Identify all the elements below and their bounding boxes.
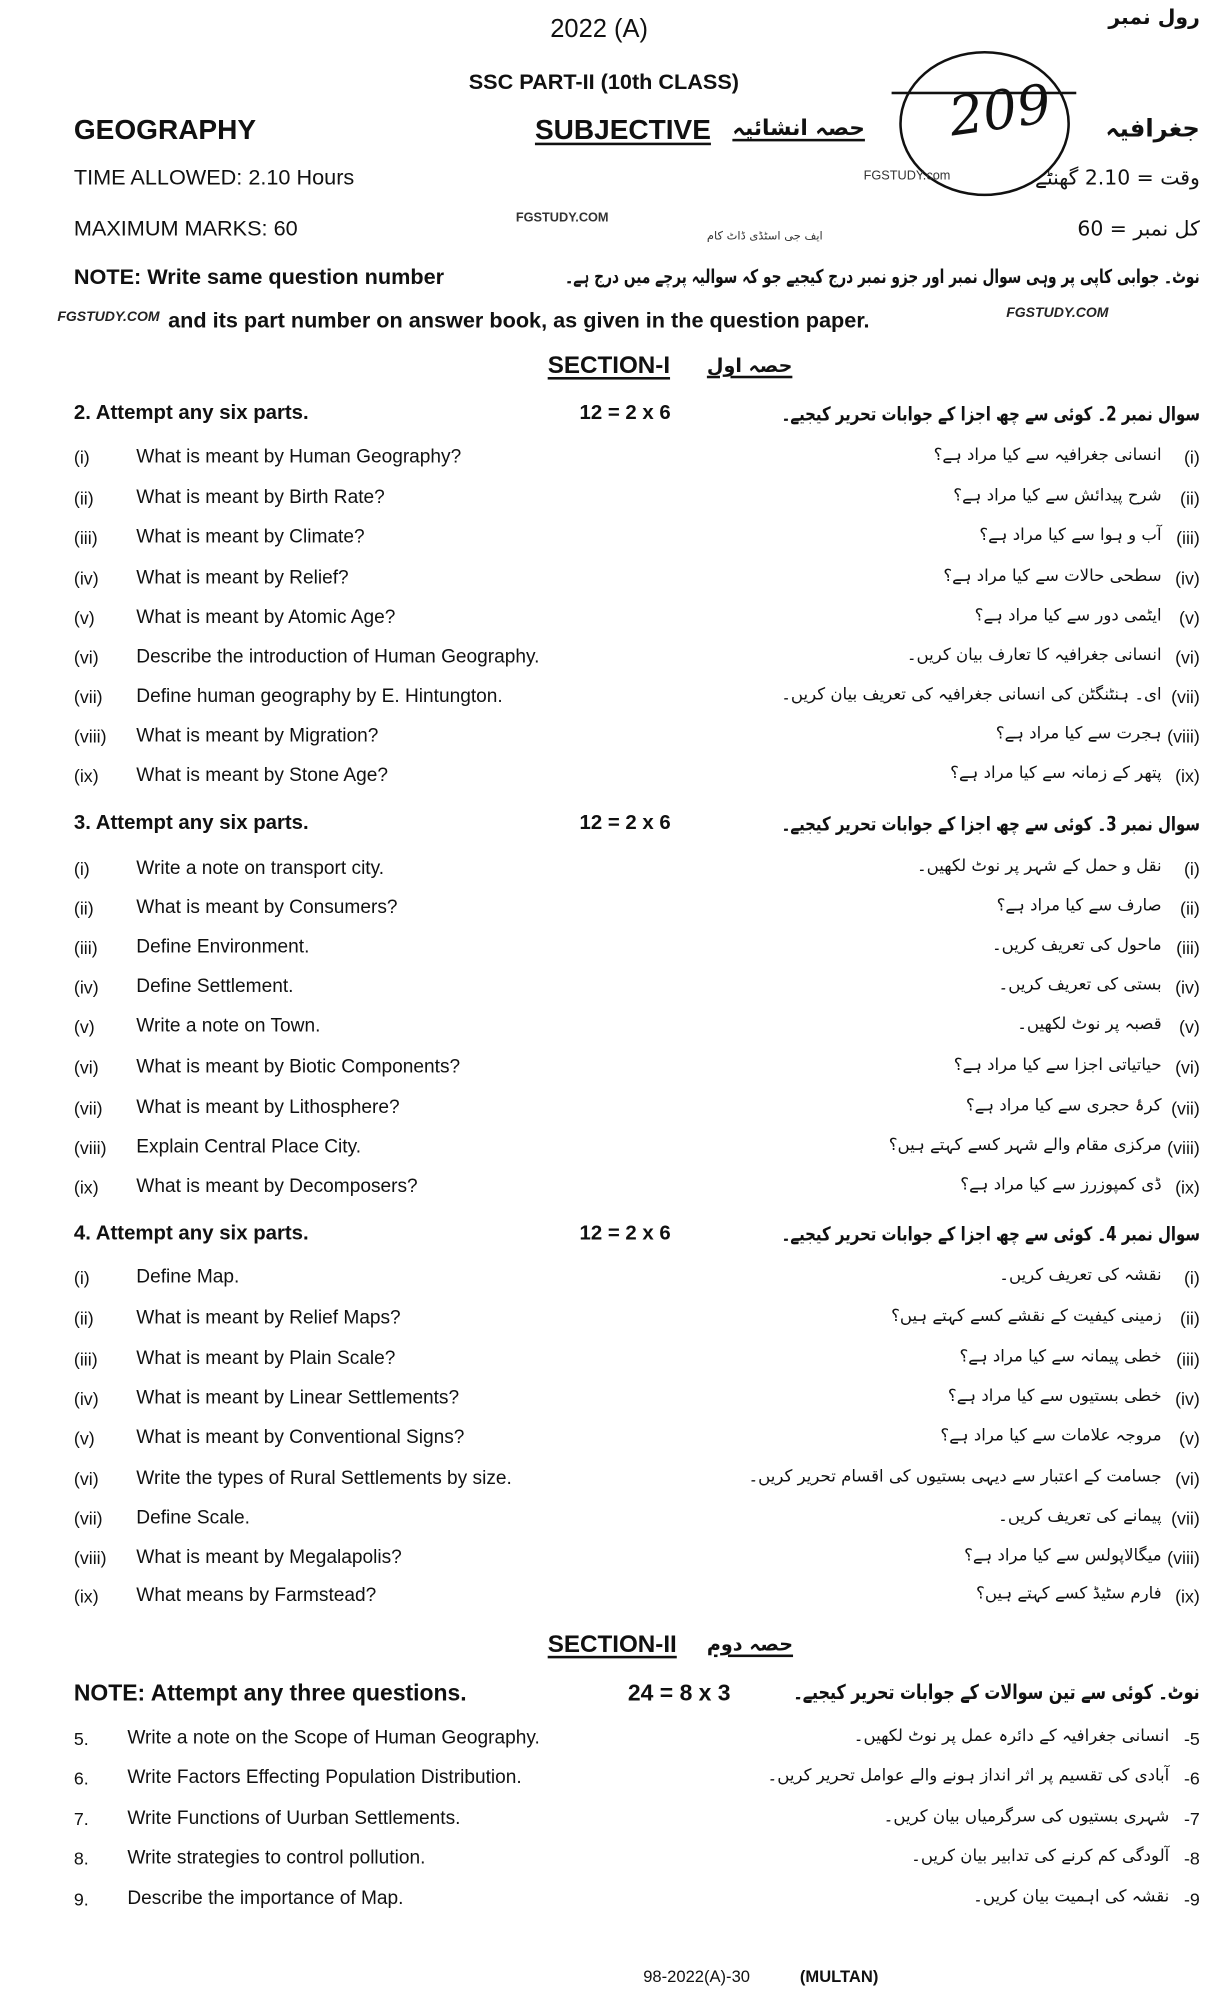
part-text-urdu: ہجرت سے کیا مراد ہے؟: [995, 724, 1162, 744]
part-number: (vii): [73, 1508, 103, 1529]
part-number: (iv): [73, 976, 99, 998]
section-1-title: SECTION-I: [547, 352, 671, 380]
section-2-title-urdu: حصہ دوم: [706, 1632, 794, 1656]
question-text: Describe the importance of Map.: [127, 1887, 404, 1910]
part-number-urdu: (v): [1179, 1427, 1200, 1449]
watermark: FGSTUDY.COM: [1006, 305, 1109, 321]
part-text: Write the types of Rural Settlements by size.: [136, 1467, 512, 1489]
part-text-urdu: صارف سے کیا مراد ہے؟: [996, 896, 1162, 916]
question-number: 9.: [73, 1888, 89, 1910]
part-number: (i): [73, 1267, 90, 1288]
part-text: Define human geography by E. Hintungton.: [136, 685, 503, 707]
part-text-urdu: قصبہ پر نوٹ لکھیں۔: [1017, 1015, 1162, 1035]
part-number: (viii): [73, 1547, 107, 1568]
note-line-1: NOTE: Write same question number: [73, 264, 445, 290]
part-text: What is meant by Lithosphere?: [136, 1096, 400, 1119]
part-number: (iii): [73, 527, 98, 548]
part-number-urdu: (iv): [1175, 976, 1200, 998]
section-1-title-urdu: حصہ اول: [706, 354, 793, 378]
part-number: (iii): [73, 1348, 98, 1370]
time-allowed: TIME ALLOWED: 2.10 Hours: [73, 165, 355, 190]
part-text-urdu: انسانی جغرافیہ کا تعارف بیان کریں۔: [906, 645, 1162, 665]
watermark: FGSTUDY.COM: [515, 211, 609, 226]
part-number-urdu: (ii): [1180, 1308, 1200, 1329]
part-number: (ii): [73, 487, 94, 509]
question-text-urdu: شہری بستیوں کی سرگرمیاں بیان کریں۔: [883, 1807, 1170, 1827]
question-text-urdu: آلودگی کم کرنے کی تدابیر بیان کریں۔: [911, 1846, 1170, 1866]
subject-title: GEOGRAPHY: [73, 113, 257, 146]
part-number-urdu: (iii): [1176, 1348, 1200, 1370]
part-number-urdu: (iv): [1175, 1388, 1200, 1409]
part-number-urdu: (viii): [1167, 726, 1200, 747]
part-text: Define Environment.: [136, 936, 310, 958]
part-text-urdu: انسانی جغرافیہ سے کیا مراد ہے؟: [933, 445, 1162, 465]
question-text: Write Factors Effecting Population Distribution.: [127, 1766, 522, 1789]
part-text-urdu: ڈی کمپوزرز سے کیا مراد ہے؟: [960, 1175, 1162, 1195]
part-text-urdu: شرح پیدائش سے کیا مراد ہے؟: [953, 486, 1162, 506]
part-text: Define Map.: [136, 1266, 240, 1288]
part-text: What is meant by Biotic Components?: [136, 1055, 461, 1078]
part-text: Explain Central Place City.: [136, 1136, 362, 1158]
part-number: (ii): [73, 1308, 94, 1329]
question-text: Write strategies to control pollution.: [127, 1846, 426, 1869]
part-text: Define Settlement.: [136, 975, 294, 998]
part-number: (viii): [73, 1137, 107, 1158]
part-number-urdu: (vi): [1175, 1057, 1200, 1078]
question-number: 6.: [73, 1767, 89, 1789]
part-number-urdu: (viii): [1167, 1547, 1200, 1568]
question-number: 8.: [73, 1848, 89, 1869]
part-text-urdu: ای۔ ہنٹنگٹن کی انسانی جغرافیہ کی تعریف بیان کریں۔: [781, 685, 1162, 705]
part-number: (ix): [73, 1176, 99, 1198]
paper-type-urdu: حصہ انشائیہ: [732, 115, 865, 142]
part-number-urdu: (iii): [1176, 527, 1200, 548]
part-number-urdu: (v): [1179, 1016, 1200, 1037]
part-number-urdu: (i): [1183, 1267, 1200, 1288]
part-number-urdu: (vi): [1175, 1468, 1200, 1489]
max-marks: MAXIMUM MARKS: 60: [73, 216, 298, 241]
subject-urdu: جغرافیہ: [1105, 114, 1200, 143]
footer-code: 98-2022(A)-30: [643, 1966, 750, 1986]
section-2-marks: 24 = 8 x 3: [627, 1680, 731, 1706]
question-marks: 12 = 2 x 6: [579, 402, 671, 425]
section-2-note: NOTE: Attempt any three questions.: [73, 1680, 467, 1706]
question-heading: 3. Attempt any six parts.: [73, 812, 309, 835]
part-number: (iv): [73, 1388, 99, 1409]
part-text-urdu: نقشہ کی تعریف کریں۔: [999, 1266, 1162, 1286]
marks-urdu: کل نمبر = 60: [1077, 216, 1200, 241]
part-number-urdu: (ii): [1180, 897, 1200, 919]
part-text-urdu: جسامت کے اعتبار سے دیہی بستیوں کی اقسام تحریر کریں۔: [748, 1467, 1162, 1487]
part-number: (vii): [73, 686, 103, 707]
roll-no-handwritten: 209: [945, 72, 1055, 149]
question-number-urdu: -8: [1183, 1848, 1200, 1869]
section-2-note-urdu: نوٹ۔ کوئی سے تین سوالات کے جوابات تحریر کیجیے۔: [793, 1680, 1200, 1705]
part-text: What is meant by Migration?: [136, 724, 379, 747]
part-number: (i): [73, 858, 90, 879]
question-text-urdu: آبادی کی تقسیم پر اثر انداز ہونے والے عوامل تحریر کریں۔: [767, 1766, 1170, 1786]
part-text: What is meant by Birth Rate?: [136, 486, 385, 509]
part-number: (ix): [73, 1585, 99, 1607]
part-number-urdu: (vii): [1171, 686, 1200, 707]
part-text: What is meant by Relief?: [136, 566, 349, 589]
part-number-urdu: (viii): [1167, 1137, 1200, 1158]
question-marks: 12 = 2 x 6: [579, 1222, 671, 1245]
part-text: Describe the introduction of Human Geography.: [136, 645, 540, 668]
part-number: (vi): [73, 647, 99, 668]
question-number-urdu: -5: [1183, 1728, 1200, 1749]
part-text: What is meant by Atomic Age?: [136, 606, 396, 628]
part-number-urdu: (ix): [1175, 1585, 1200, 1607]
part-number-urdu: (iv): [1175, 568, 1200, 589]
part-text: What is meant by Megalapolis?: [136, 1546, 402, 1568]
part-number-urdu: (i): [1183, 858, 1200, 879]
part-number-urdu: (i): [1183, 447, 1200, 468]
part-text-urdu: آب و ہوا سے کیا مراد ہے؟: [979, 526, 1162, 546]
part-text-urdu: خطی بستیوں سے کیا مراد ہے؟: [947, 1387, 1162, 1407]
part-text-urdu: پیمانے کی تعریف کریں۔: [998, 1506, 1162, 1526]
question-number-urdu: -9: [1183, 1888, 1200, 1910]
part-text-urdu: بستی کی تعریف کریں۔: [998, 975, 1162, 995]
part-text-urdu: فارم سٹیڈ کسے کہتے ہیں؟: [976, 1584, 1162, 1604]
question-text-urdu: انسانی جغرافیہ کے دائرہ عمل پر نوٹ لکھیں۔: [853, 1727, 1170, 1747]
part-text-urdu: خطی پیمانہ سے کیا مراد ہے؟: [959, 1347, 1162, 1367]
note-line-2: and its part number on answer book, as given in the question paper.: [168, 308, 870, 333]
part-number: (ii): [73, 897, 94, 919]
question-text: Write Functions of Uurban Settlements.: [127, 1807, 461, 1830]
part-number-urdu: (vi): [1175, 647, 1200, 668]
part-number: (ix): [73, 765, 99, 786]
part-text: What is meant by Climate?: [136, 526, 365, 548]
part-text: What is meant by Relief Maps?: [136, 1306, 401, 1329]
part-text: What is meant by Linear Settlements?: [136, 1387, 460, 1409]
part-text: What is meant by Stone Age?: [136, 764, 389, 786]
part-text-urdu: نقل و حمل کے شہر پر نوٹ لکھیں۔: [916, 857, 1162, 877]
part-text-urdu: کرۂ حجری سے کیا مراد ہے؟: [965, 1096, 1162, 1116]
part-number: (i): [73, 447, 90, 468]
part-text-urdu: ایٹمی دور سے کیا مراد ہے؟: [974, 606, 1162, 626]
time-urdu: وقت = 2.10 گھنٹے: [1035, 165, 1200, 190]
part-number: (v): [73, 1427, 95, 1449]
part-text-urdu: میگالاپولس سے کیا مراد ہے؟: [964, 1546, 1162, 1566]
part-number-urdu: (iii): [1176, 937, 1200, 958]
part-text: Define Scale.: [136, 1506, 250, 1529]
question-heading: 4. Attempt any six parts.: [73, 1222, 309, 1245]
note-urdu: نوٹ۔ جوابی کاپی پر وہی سوال نمبر اور جزو نمبر درج کیجیے جو کہ سوالیہ پرچے میں درج ہے۔: [565, 264, 1200, 288]
question-number: 7.: [73, 1808, 89, 1830]
paper-year: 2022 (A): [550, 15, 648, 44]
paper-type: SUBJECTIVE: [534, 113, 711, 146]
part-number-urdu: (vii): [1171, 1097, 1200, 1119]
question-number-urdu: -7: [1183, 1808, 1200, 1830]
part-text-urdu: ماحول کی تعریف کریں۔: [991, 936, 1162, 956]
part-number: (vi): [73, 1057, 99, 1078]
part-number-urdu: (ii): [1180, 487, 1200, 509]
part-text-urdu: مروجہ علامات سے کیا مراد ہے؟: [940, 1426, 1162, 1446]
part-text: What is meant by Decomposers?: [136, 1175, 418, 1198]
question-heading-urdu: سوال نمبر 3۔ کوئی سے چھ اجزا کے جوابات تحریر کیجیے۔: [781, 812, 1200, 836]
part-text-urdu: مرکزی مقام والے شہر کسے کہتے ہیں؟: [888, 1136, 1162, 1156]
part-number-urdu: (ix): [1175, 765, 1200, 786]
part-text: Write a note on Town.: [136, 1015, 321, 1037]
question-text: Write a note on the Scope of Human Geography.: [127, 1727, 540, 1749]
part-text: Write a note on transport city.: [136, 857, 385, 879]
part-number: (iii): [73, 937, 98, 958]
part-number-urdu: (ix): [1175, 1176, 1200, 1198]
part-text: What is meant by Conventional Signs?: [136, 1426, 465, 1449]
section-2-title: SECTION-II: [547, 1631, 677, 1659]
roll-no-label: رول نمبر: [1108, 5, 1200, 30]
footer-board: (MULTAN): [799, 1966, 879, 1986]
question-marks: 12 = 2 x 6: [579, 812, 671, 835]
part-number-urdu: (v): [1179, 607, 1200, 628]
part-number-urdu: (vii): [1171, 1508, 1200, 1529]
question-number: 5.: [73, 1728, 89, 1749]
part-text-urdu: سطحی حالات سے کیا مراد ہے؟: [943, 566, 1162, 586]
part-number: (v): [73, 1016, 95, 1037]
watermark-urdu: ایف جی اسٹڈی ڈاٹ کام: [706, 230, 823, 244]
part-text-urdu: زمینی کیفیت کے نقشے کسے کہتے ہیں؟: [891, 1306, 1162, 1326]
question-heading-urdu: سوال نمبر 2۔ کوئی سے چھ اجزا کے جوابات تحریر کیجیے۔: [781, 402, 1200, 426]
part-number: (viii): [73, 726, 107, 747]
part-text-urdu: پتھر کے زمانہ سے کیا مراد ہے؟: [950, 764, 1162, 784]
part-number: (vi): [73, 1468, 99, 1489]
question-heading-urdu: سوال نمبر 4۔ کوئی سے چھ اجزا کے جوابات تحریر کیجیے۔: [781, 1222, 1200, 1246]
part-text: What is meant by Consumers?: [136, 896, 398, 919]
watermark: FGSTUDY.COM: [57, 309, 160, 325]
question-number-urdu: -6: [1183, 1767, 1200, 1789]
part-text: What is meant by Plain Scale?: [136, 1347, 396, 1370]
watermark: FGSTUDY.com: [863, 169, 951, 184]
part-number: (iv): [73, 568, 99, 589]
class-title: SSC PART-II (10th CLASS): [468, 70, 740, 95]
part-number: (vii): [73, 1097, 103, 1119]
part-text-urdu: حیاتیاتی اجزا سے کیا مراد ہے؟: [953, 1055, 1162, 1076]
question-text-urdu: نقشہ کی اہمیت بیان کریں۔: [973, 1887, 1170, 1907]
part-text: What is meant by Human Geography?: [136, 445, 462, 468]
part-number: (v): [73, 607, 95, 628]
question-heading: 2. Attempt any six parts.: [73, 402, 309, 425]
part-text: What means by Farmstead?: [136, 1584, 377, 1607]
